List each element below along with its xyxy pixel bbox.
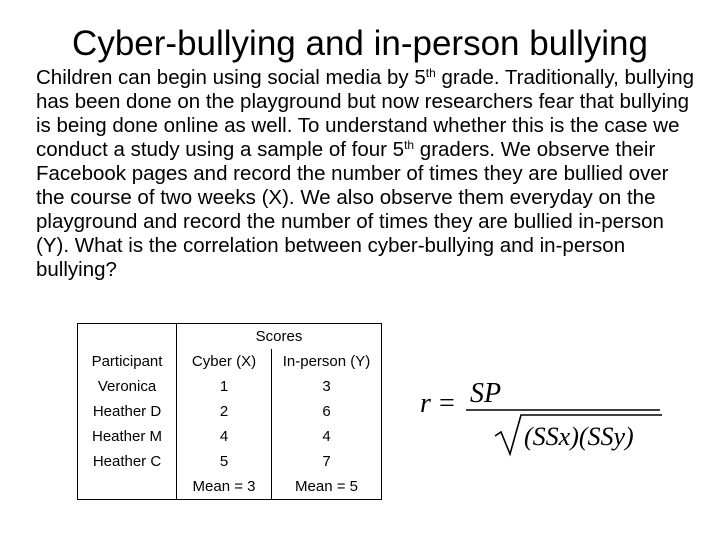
ordinal-suffix-1: th	[425, 66, 436, 80]
problem-text-part-3: graders. We observe their Facebook pages and record the number of times they are bullied over the course of two weeks (X). We also observe them everyday on the playground and record the number of times they are bullied in-person (Y). What is the correlation between cyber-bullying and in-person bullying?	[36, 138, 669, 281]
participant-name: Heather M	[78, 424, 177, 449]
in-person-score: 7	[272, 449, 382, 474]
table-group-header-row	[78, 324, 382, 350]
problem-text-part-2: grade. Traditionally, bullying has been done on the playground but now researchers fear that bullying is being done online as well. To understand whether this is the case we conduct a study using a sample of four 5	[36, 66, 695, 161]
in-person-mean: Mean = 5	[272, 474, 382, 500]
in-person-score: 3	[272, 374, 382, 399]
slide-title: Cyber-bullying and in-person bullying	[72, 24, 648, 63]
ordinal-suffix-2: th	[404, 138, 415, 152]
formula-r: r	[420, 388, 431, 419]
scores-group-header: Scores	[177, 324, 382, 350]
cyber-score: 4	[177, 424, 272, 449]
participant-name: Veronica	[78, 374, 177, 399]
cyber-mean: Mean = 3	[177, 474, 272, 500]
table-row	[78, 449, 382, 474]
table-mean-row	[78, 474, 382, 500]
table-row	[78, 374, 382, 399]
table-row	[78, 424, 382, 449]
problem-text	[36, 66, 696, 282]
scores-table	[77, 323, 382, 500]
formula-equals: =	[439, 388, 455, 419]
participant-name: Heather C	[78, 449, 177, 474]
cyber-score: 1	[177, 374, 272, 399]
column-header-cyber: Cyber (X)	[177, 349, 272, 374]
mean-row-blank	[78, 474, 177, 500]
cyber-score: 2	[177, 399, 272, 424]
correlation-formula	[418, 368, 678, 458]
cyber-score: 5	[177, 449, 272, 474]
table-header-row	[78, 349, 382, 374]
formula-denominator: (SSx)(SSy)	[524, 422, 634, 451]
table-row	[78, 399, 382, 424]
table-header-blank	[78, 324, 177, 350]
problem-text-part-1: Children can begin using social media by 5	[36, 66, 426, 89]
formula-numerator: SP	[470, 378, 502, 409]
column-header-participant: Participant	[78, 349, 177, 374]
column-header-in-person: In-person (Y)	[272, 349, 382, 374]
participant-name: Heather D	[78, 399, 177, 424]
in-person-score: 4	[272, 424, 382, 449]
in-person-score: 6	[272, 399, 382, 424]
